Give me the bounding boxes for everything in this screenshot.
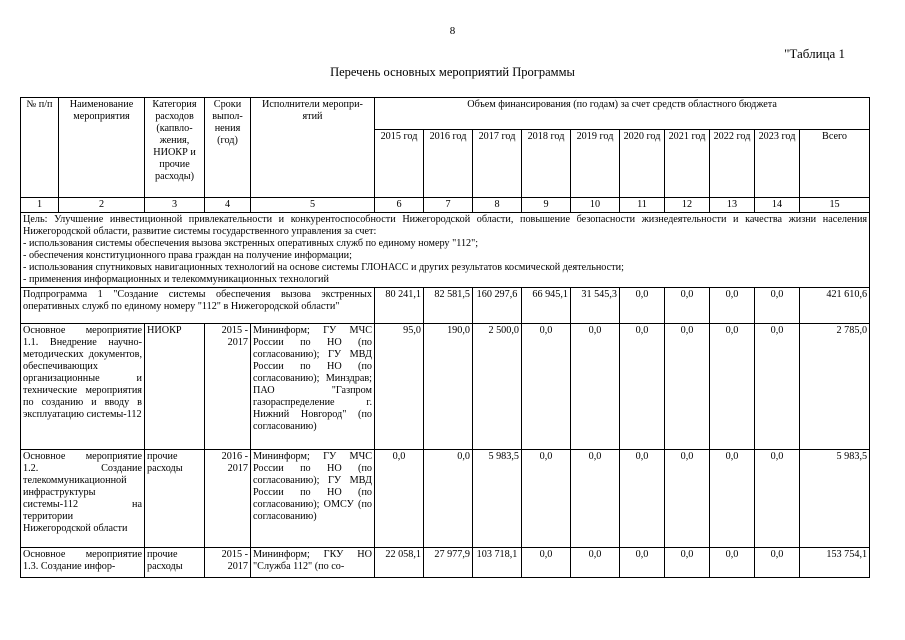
header-year: 2022 год — [710, 130, 755, 198]
value-cell: 0,0 — [375, 450, 424, 548]
value-cell: 0,0 — [665, 450, 710, 548]
table-row — [21, 324, 870, 450]
value-cell: 0,0 — [522, 324, 571, 450]
header-num: № п/п — [21, 98, 59, 198]
column-number: 14 — [755, 198, 800, 213]
header-total: Всего — [800, 130, 870, 198]
value-cell: 2 500,0 — [473, 324, 522, 450]
column-number: 10 — [571, 198, 620, 213]
value-cell: 421 610,6 — [800, 288, 870, 324]
header-row-top — [21, 98, 870, 130]
column-number: 6 — [375, 198, 424, 213]
column-number-row — [21, 198, 870, 213]
measure-name: Основное мероприятие 1.2. Создание телекоммуникационной инфраструктуры системы-112 на территории Нижегородской области — [21, 450, 145, 548]
value-cell: 0,0 — [710, 548, 755, 578]
value-cell: 103 718,1 — [473, 548, 522, 578]
value-cell: 0,0 — [665, 324, 710, 450]
goal-bullet: - использования системы обеспечения вызова экстренных оперативных служб по единому номеру "112"; — [23, 238, 479, 249]
value-cell: 82 581,5 — [424, 288, 473, 324]
value-cell: 0,0 — [755, 288, 800, 324]
header-year: 2023 год — [755, 130, 800, 198]
table-caption: "Таблица 1 — [784, 46, 845, 61]
value-cell: 190,0 — [424, 324, 473, 450]
value-cell: 0,0 — [755, 548, 800, 578]
goal-bullet: - использования спутниковых навигационных технологий на основе системы ГЛОНАСС и других результатов космической деятельности; — [23, 262, 624, 273]
column-number: 1 — [21, 198, 59, 213]
header-year: 2019 год — [571, 130, 620, 198]
measure-category: прочие расходы — [145, 450, 205, 548]
measures-table — [20, 97, 870, 578]
value-cell: 27 977,9 — [424, 548, 473, 578]
header-year: 2021 год — [665, 130, 710, 198]
page-number: 8 — [449, 25, 456, 37]
value-cell: 0,0 — [710, 450, 755, 548]
value-cell: 0,0 — [665, 548, 710, 578]
value-cell: 0,0 — [522, 450, 571, 548]
value-cell: 0,0 — [424, 450, 473, 548]
column-number: 15 — [800, 198, 870, 213]
value-cell: 0,0 — [620, 450, 665, 548]
measure-terms: 2016 - 2017 — [205, 450, 251, 548]
value-cell: 0,0 — [755, 324, 800, 450]
header-funding: Объем финансирования (по годам) за счет средств областного бюджета — [375, 98, 870, 130]
measure-name: Основное мероприятие 1.1. Внедрение научно-методических документов, обеспечивающих организационные и технические мероприятия по созданию и вводу в эксплуатацию системы-112 — [21, 324, 145, 450]
value-cell: 0,0 — [755, 450, 800, 548]
subprogram-row — [21, 288, 870, 324]
value-cell: 2 785,0 — [800, 324, 870, 450]
column-number: 5 — [251, 198, 375, 213]
goal-bullet: - применения информационных и телекоммуникационных технологий — [23, 274, 329, 285]
value-cell: 0,0 — [710, 288, 755, 324]
goal-row — [21, 213, 870, 288]
header-name: Наименование мероприятия — [59, 98, 145, 198]
value-cell: 0,0 — [620, 324, 665, 450]
measure-executors: Мининформ; ГУ МЧС России по НО (по согласованию); ГУ МВД России по НО (по согласованию); ОМСУ (по согласованию) — [251, 450, 375, 548]
goal-cell — [21, 213, 870, 288]
value-cell: 160 297,6 — [473, 288, 522, 324]
value-cell: 0,0 — [620, 548, 665, 578]
value-cell: 0,0 — [571, 548, 620, 578]
header-terms: Сроки выпол-нения (год) — [205, 98, 251, 198]
header-year: 2016 год — [424, 130, 473, 198]
measure-executors: Мининформ; ГКУ НО "Служба 112" (по со- — [251, 548, 375, 578]
header-year: 2020 год — [620, 130, 665, 198]
header-year: 2017 год — [473, 130, 522, 198]
value-cell: 5 983,5 — [800, 450, 870, 548]
measure-category: прочие расходы — [145, 548, 205, 578]
value-cell: 80 241,1 — [375, 288, 424, 324]
measure-executors: Мининформ; ГУ МЧС России по НО (по согласованию); ГУ МВД России по НО (по согласованию); Минздрав; ПАО "Газпром газораспределение г. Нижний Новгород" (по согласованию) — [251, 324, 375, 450]
header-year: 2018 год — [522, 130, 571, 198]
column-number: 12 — [665, 198, 710, 213]
subprogram-name: Подпрограмма 1 "Создание системы обеспечения вызова экстренных оперативных служб по единому номеру "112" в Нижегородской области" — [21, 288, 375, 324]
value-cell: 0,0 — [571, 450, 620, 548]
value-cell: 0,0 — [620, 288, 665, 324]
column-number: 7 — [424, 198, 473, 213]
measure-terms: 2015 - 2017 — [205, 324, 251, 450]
value-cell: 0,0 — [522, 548, 571, 578]
measure-terms: 2015 - 2017 — [205, 548, 251, 578]
value-cell: 95,0 — [375, 324, 424, 450]
document-title: Перечень основных мероприятий Программы — [330, 65, 575, 79]
column-number: 9 — [522, 198, 571, 213]
value-cell: 0,0 — [665, 288, 710, 324]
value-cell: 153 754,1 — [800, 548, 870, 578]
column-number: 4 — [205, 198, 251, 213]
header-category: Категория расходов (капвло-жения, НИОКР и прочие расходы) — [145, 98, 205, 198]
header-executors: Исполнители меропри-ятий — [251, 98, 375, 198]
goal-text: Цель: Улучшение инвестиционной привлекательности и конкурентоспособности Нижегородской области, повышение безопасности жизнедеятельности и качества жизни населения Нижегородской области, развитие системы государственного управления за счет: — [23, 214, 868, 237]
column-number: 2 — [59, 198, 145, 213]
header-year: 2015 год — [375, 130, 424, 198]
table-row — [21, 548, 870, 578]
value-cell: 0,0 — [571, 324, 620, 450]
measure-category: НИОКР — [145, 324, 205, 450]
value-cell: 31 545,3 — [571, 288, 620, 324]
goal-bullet: - обеспечения конституционного права граждан на получение информации; — [23, 250, 352, 261]
column-number: 3 — [145, 198, 205, 213]
table-row — [21, 450, 870, 548]
column-number: 8 — [473, 198, 522, 213]
value-cell: 66 945,1 — [522, 288, 571, 324]
column-number: 11 — [620, 198, 665, 213]
column-number: 13 — [710, 198, 755, 213]
value-cell: 0,0 — [710, 324, 755, 450]
value-cell: 22 058,1 — [375, 548, 424, 578]
measure-name: Основное мероприятие 1.3. Создание инфор- — [21, 548, 145, 578]
value-cell: 5 983,5 — [473, 450, 522, 548]
